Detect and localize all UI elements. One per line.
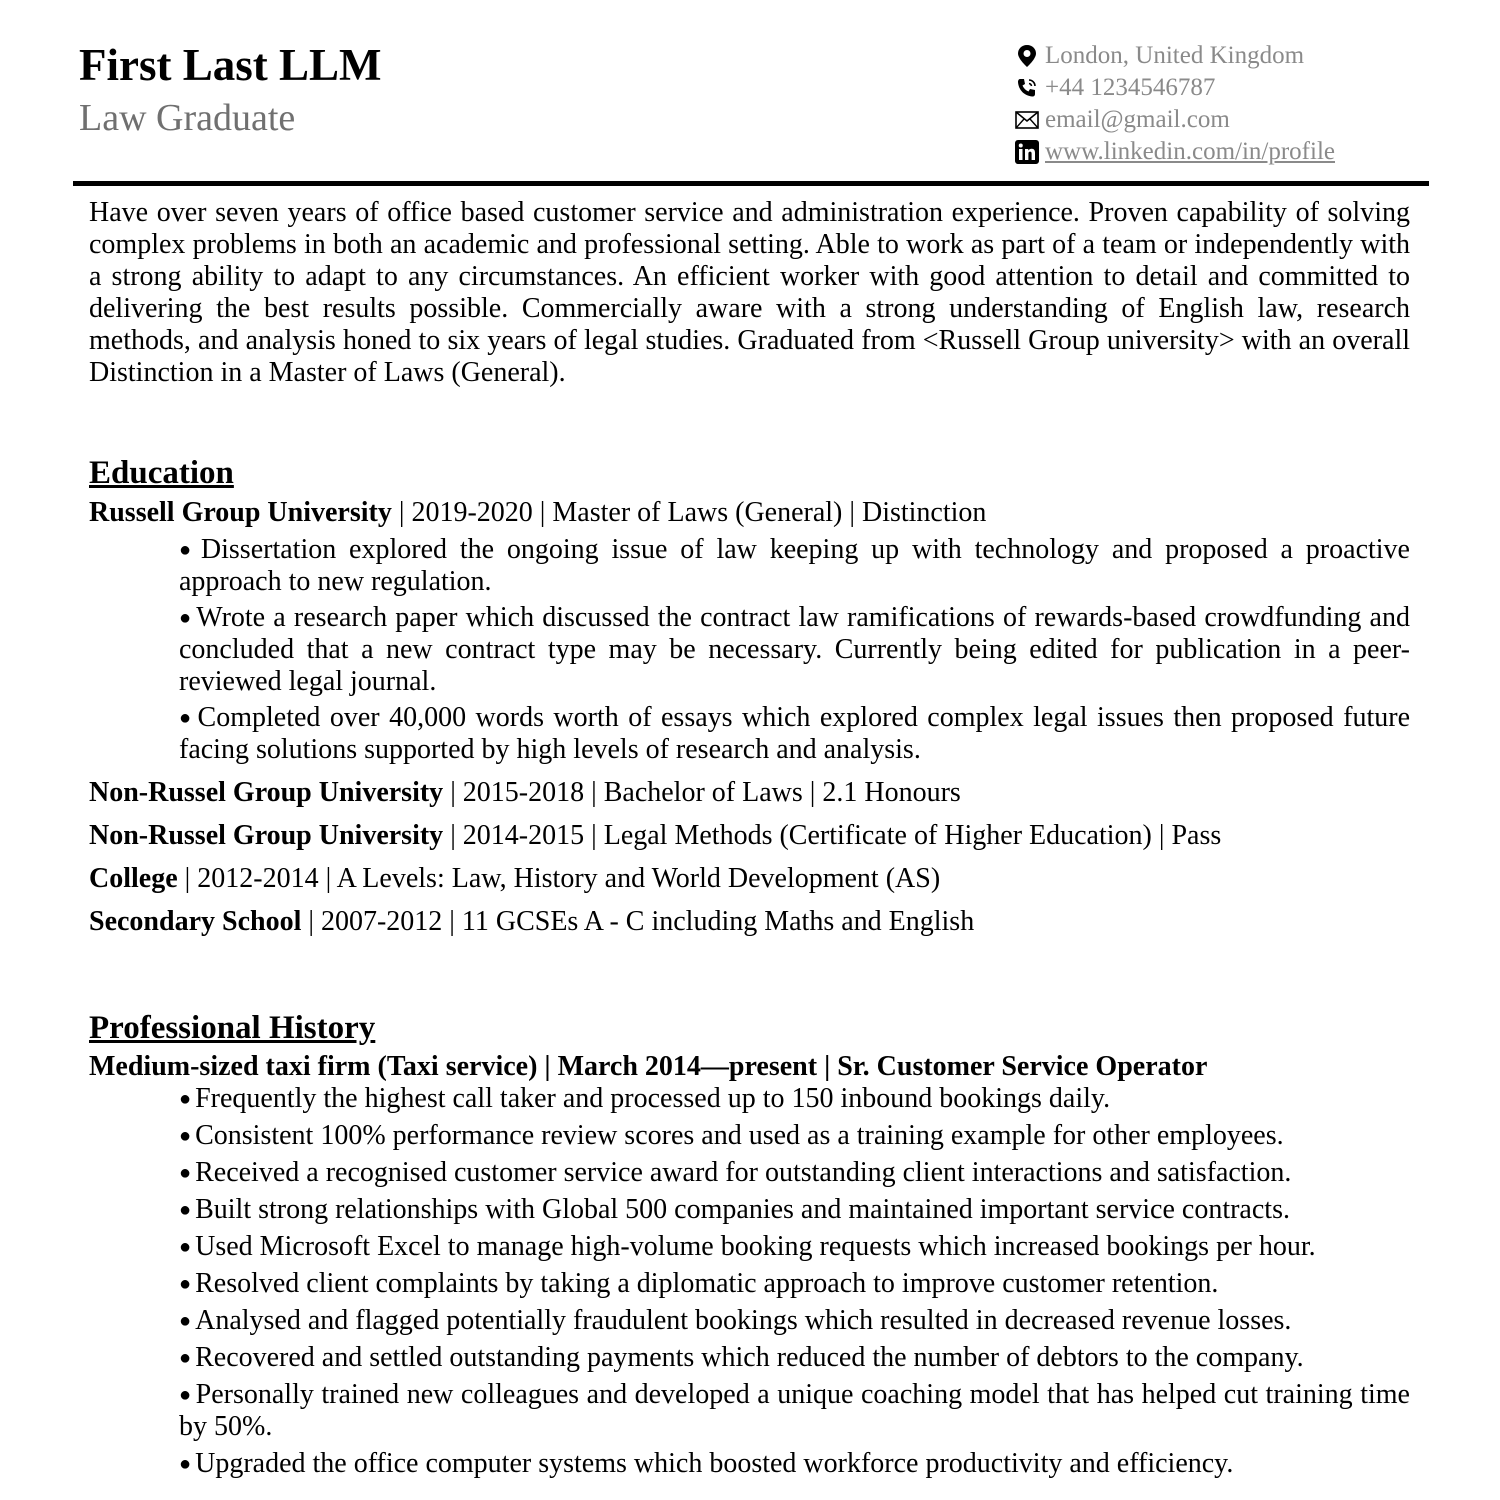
bullet-icon: ● [179,1384,192,1406]
bullet-text: Completed over 40,000 words worth of essays which explored complex legal issues then proposed future facing solutions supported by high levels of research and analysis. [179,702,1410,765]
list-item [179,1120,1410,1152]
education-entry [89,906,1410,938]
institution-name: College [89,863,178,894]
education-section [89,453,1410,938]
job-title: Law Graduate [79,97,296,139]
bullet-icon: ● [179,1453,192,1475]
contact-block [1015,40,1335,168]
list-item [179,534,1410,598]
education-entry [89,820,1410,852]
location-pin-icon [1015,44,1039,68]
linkedin-icon [1015,140,1039,164]
bullet-text: Resolved client complaints by taking a diplomatic approach to improve customer retention. [195,1268,1219,1299]
resume-body [89,197,1410,1480]
education-entry [89,863,1410,895]
phone-icon [1015,76,1039,100]
header-divider [73,181,1429,186]
institution-name: Secondary School [89,906,302,937]
bullet-icon: ● [179,1347,192,1369]
job-bullets [89,1083,1410,1480]
bullet-text: Recovered and settled outstanding payments which reduced the number of debtors to the company. [195,1342,1304,1373]
list-item [179,1157,1410,1189]
bullet-text: Upgraded the office computer systems which boosted workforce productivity and efficiency. [195,1448,1234,1479]
contact-email [1015,104,1335,136]
bullet-icon: ● [179,1125,192,1147]
list-item [179,702,1410,766]
profile-summary: Have over seven years of office based customer service and administration experience. Proven capability of solving complex problems in both an academic and professional setting. Able to work as part of a team or independently with a strong ability to adapt to any circumstances. An efficient worker with good attention to detail and committed to delivering the best results possible. Commercially aware with a strong understanding of English law, research methods, and analysis honed to six years of legal studies. Graduated from <Russell Group university> with an overall Distinction in a Master of Laws (General). [89,197,1410,388]
contact-location [1015,40,1335,72]
education-details: | 2015-2018 | Bachelor of Laws | 2.1 Honours [443,777,961,808]
education-details: | 2014-2015 | Legal Methods (Certificate of Higher Education) | Pass [443,820,1222,851]
bullet-icon: ● [179,607,193,629]
bullet-icon: ● [179,1236,192,1258]
job-role-line: Medium-sized taxi firm (Taxi service) | March 2014—present | Sr. Customer Service Operator [89,1051,1208,1082]
contact-linkedin[interactable] [1015,136,1335,168]
candidate-name: First Last LLM [79,40,382,90]
bullet-icon: ● [179,1162,192,1184]
location-text: London, United Kingdom [1045,42,1305,69]
education-bullets [89,534,1410,766]
bullet-icon: ● [179,539,197,561]
education-heading: Education [89,455,234,491]
institution-name: Non-Russel Group University [89,777,444,808]
education-details: | 2019-2020 | Master of Laws (General) | Distinction [391,497,987,528]
email-text: email@gmail.com [1045,106,1230,133]
list-item [179,1231,1410,1263]
list-item [179,1379,1410,1443]
envelope-icon [1015,108,1039,132]
contact-phone [1015,72,1335,104]
list-item [179,1194,1410,1226]
education-entry [89,497,1410,529]
list-item [179,1083,1410,1115]
bullet-icon: ● [179,707,194,729]
bullet-text: Analysed and flagged potentially fraudulent bookings which resulted in decreased revenue losses. [195,1305,1292,1336]
education-details: | 2012-2014 | A Levels: Law, History and World Development (AS) [177,863,941,894]
bullet-icon: ● [179,1199,192,1221]
bullet-text: Received a recognised customer service award for outstanding client interactions and satisfaction. [195,1157,1292,1188]
bullet-icon: ● [179,1310,192,1332]
bullet-text: Personally trained new colleagues and developed a unique coaching model that has helped cut training time by 50%. [179,1379,1410,1442]
bullet-text: Built strong relationships with Global 500 companies and maintained important service contracts. [195,1194,1290,1225]
professional-history-heading: Professional History [89,1010,376,1046]
list-item [179,1268,1410,1300]
list-item [179,1305,1410,1337]
bullet-text: Consistent 100% performance review scores and used as a training example for other employees. [195,1120,1284,1151]
linkedin-link[interactable]: www.linkedin.com/in/profile [1045,138,1335,165]
list-item [179,1448,1410,1480]
phone-text: +44 1234546787 [1045,74,1216,101]
bullet-icon: ● [179,1273,192,1295]
institution-name: Russell Group University [89,497,392,528]
bullet-text: Dissertation explored the ongoing issue of law keeping up with technology and proposed a proactive approach to new regulation. [179,534,1410,597]
bullet-text: Frequently the highest call taker and processed up to 150 inbound bookings daily. [195,1083,1111,1114]
bullet-icon: ● [179,1088,192,1110]
professional-history-section [89,1008,1410,1480]
list-item [179,1342,1410,1374]
institution-name: Non-Russel Group University [89,820,444,851]
education-entry [89,777,1410,809]
education-details: | 2007-2012 | 11 GCSEs A - C including Maths and English [301,906,975,937]
bullet-text: Used Microsoft Excel to manage high-volume booking requests which increased bookings per hour. [195,1231,1316,1262]
list-item [179,602,1410,698]
bullet-text: Wrote a research paper which discussed the contract law ramifications of rewards-based crowdfunding and concluded that a new contract type may be necessary. Currently being edited for publication in a peer-reviewed legal journal. [179,602,1410,697]
